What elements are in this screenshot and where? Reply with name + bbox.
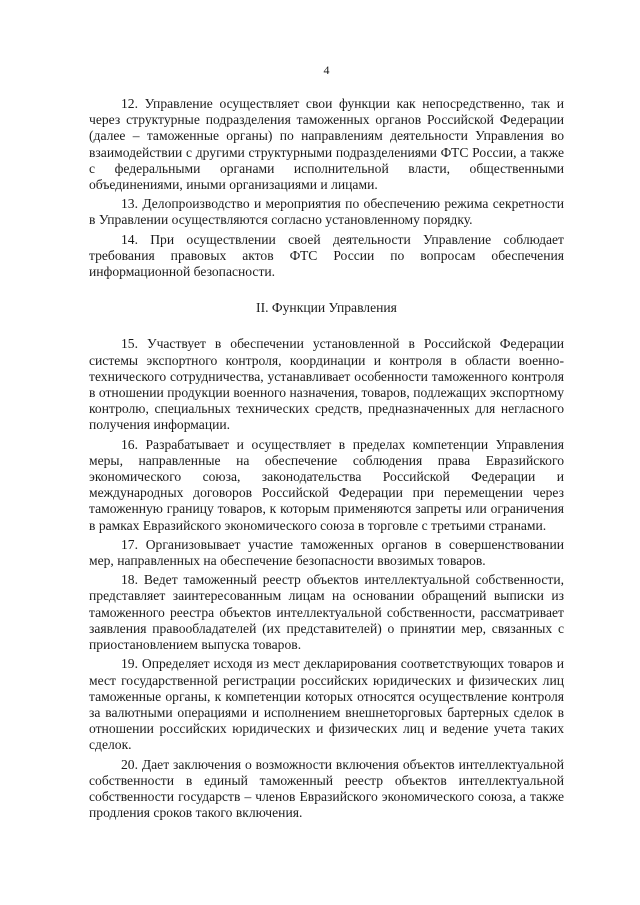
page-number: 4 xyxy=(323,63,330,77)
paragraph-14: 14. При осуществлении своей деятельности Управление соблюдает требования правовых актов ФТС России по вопросам обеспечения информационной безопасности. xyxy=(89,231,564,280)
section-title: II. Функции Управления xyxy=(256,300,397,316)
paragraph-16: 16. Разрабатывает и осуществляет в пределах компетенции Управления меры, направленные на обеспечение соблюдения права Евразийского экономического союза, законодательства Российской Федерации и международных договоров Российской Федерации при перемещении через таможенную границу товаров, к которым применяются запреты или ограничения в рамках Евразийского экономического союза в торговле с третьими странами. xyxy=(89,436,564,533)
paragraph-19: 19. Определяет исходя из мест декларирования соответствующих товаров и мест государственной регистрации российских юридических и физических лиц таможенные органы, к компетенции которых относятся осуществление контроля за валютными операциями и исполнением внешнеторговых бартерных сделок в отношении российских юридических и физических лиц и ведение учета таких сделок. xyxy=(89,656,564,753)
paragraph-20: 20. Дает заключения о возможности включения объектов интеллектуальной собственности в единый таможенный реестр объектов интеллектуальной собственности государств – членов Евразийского экономического союза, а также продления сроков такого включения. xyxy=(89,756,564,821)
paragraph-12: 12. Управление осуществляет свои функции как непосредственно, так и через структурные подразделения таможенных органов Российской Федерации (далее – таможенные органы) по направлениям деятельности Управления во взаимодействии с другими структурными подразделениями ФТС России, а также с федеральными органами исполнительной власти, общественными объединениями, иными организациями и лицами. xyxy=(89,96,564,193)
paragraph-17: 17. Организовывает участие таможенных органов в совершенствовании мер, направленных на обеспечение безопасности ввозимых товаров. xyxy=(89,536,564,569)
paragraph-18: 18. Ведет таможенный реестр объектов интеллектуальной собственности, представляет заинтересованным лицам на основании обращений выписки из таможенного реестра объектов интеллектуальной собственности, рассматривает заявления правообладателей (их представителей) о принятии мер, связанных с приостановлением выпуска товаров. xyxy=(89,572,564,653)
paragraph-13: 13. Делопроизводство и мероприятия по обеспечению режима секретности в Управлении осуществляются согласно установленному порядку. xyxy=(89,196,564,228)
paragraph-15: 15. Участвует в обеспечении установленной в Российской Федерации системы экспортного контроля, координации и контроля в области военно-технического сотрудничества, устанавливает особенности таможенного контроля в отношении продукции военного назначения, товаров, подлежащих экспортному контролю, специальных технических средств, предназначенных для негласного получения информации. xyxy=(89,336,564,433)
